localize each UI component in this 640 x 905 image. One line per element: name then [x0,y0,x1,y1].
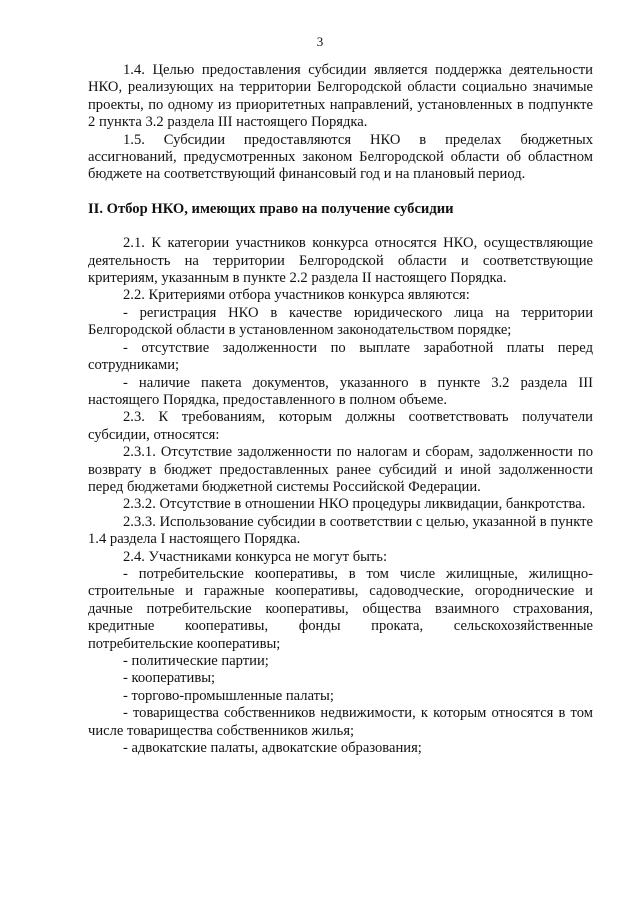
paragraph-1-4: 1.4. Целью предоставления субсидии является поддержка деятельности НКО, реализующих на территории Белгородской области социально значимые проекты, по одному из приоритетных направлений, установленных в подпункте 2 пункта 3.2 раздела III настоящего Порядка. [88,62,593,131]
list-item: - регистрация НКО в качестве юридического лица на территории Белгородской области в установленном законодательством порядке; [88,304,593,339]
list-item: - товарищества собственников недвижимости, к которым относятся в том числе товарищества собственников жилья; [88,705,593,739]
paragraph-2-4: 2.4. Участниками конкурса не могут быть: [123,548,388,565]
paragraph-2-1: 2.1. К категории участников конкурса относятся НКО, осуществляющие деятельность на территории Белгородской области и соответствующие критериям, указанным в пункте 2.2 раздела II настоящего Порядка. [88,235,593,287]
document-body [88,62,593,757]
paragraph-2-3: 2.3. К требованиям, которым должны соответствовать получатели субсидии, относятся: [88,409,593,443]
paragraph-2-3-2: 2.3.2. Отсутствие в отношении НКО процедуры ликвидации, банкротства. [123,496,586,513]
paragraph-2-2: 2.2. Критериями отбора участников конкурса являются: [123,287,470,304]
list-item: - адвокатские палаты, адвокатские образования; [123,740,422,757]
list-item: - политические партии; [123,653,269,669]
page-number: 3 [316,34,324,49]
list-item: - наличие пакета документов, указанного в пункте 3.2 раздела III настоящего Порядка, предоставленного в полном объеме. [88,374,593,408]
section-heading: II. Отбор НКО, имеющих право на получение субсидии [88,200,454,217]
paragraph-2-3-3: 2.3.3. Использование субсидии в соответствии с целью, указанной в пункте 1.4 раздела I настоящего Порядка. [88,513,593,548]
list-item: - отсутствие задолженности по выплате заработной платы перед сотрудниками; [88,339,593,374]
paragraph-1-5: 1.5. Субсидии предоставляются НКО в пределах бюджетных ассигнований, предусмотренных законом Белгородской области об областном бюджете на соответствующий финансовый год и на плановый период. [88,131,593,183]
paragraph-2-3-1: 2.3.1. Отсутствие задолженности по налогам и сборам, задолженности по возврату в бюджет предоставленных ранее субсидий и иной задолженности перед бюджетами бюджетной системы Российской Федерации. [88,444,593,495]
list-item: - торгово-промышленные палаты; [123,687,334,704]
list-item: - потребительские кооперативы, в том числе жилищные, жилищно-строительные и гаражные кооперативы, садоводческие, огороднические и дачные потребительские кооперативы, общества взаимного страхования, кредитные кооперативы, фонды проката, сельскохозяйственные потребительские кооперативы; [88,565,593,652]
list-item: - кооперативы; [123,670,216,687]
